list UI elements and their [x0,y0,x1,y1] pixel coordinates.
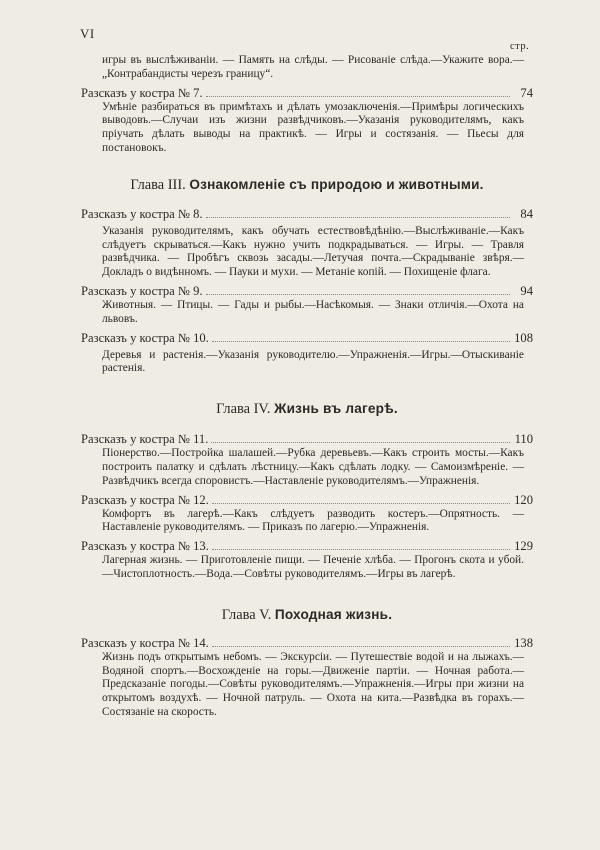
chapter-heading-3 [81,176,533,194]
chapter-number: Глава V. [221,606,272,623]
toc-content [81,54,533,720]
toc-entry-8 [81,207,533,222]
chapter-number: Глава III. [130,176,186,193]
dot-leader [206,87,510,97]
entry-page: 94 [520,283,533,298]
chapter-title: Походная жизнь. [274,606,393,622]
entry-label: Разсказъ у костра № 11. [81,432,209,447]
chapter-title: Ознакомленіе съ природою и животными. [189,176,484,192]
dot-leader [211,433,510,443]
toc-entry-13 [81,539,533,554]
entry-label: Разсказъ у костра № 14. [81,635,209,650]
entry-label: Разсказъ у костра № 7. [81,85,203,100]
entry-description: Указанія руководителямъ, какъ обучать естествовѣдѣнію.—Выслѣживаніе.—Какъ слѣдуетъ скрываться.—Какъ нужно учить подкрадываться. — Игры. — Травля развѣдчика. — Пробѣгъ сквозь засады.—Летучая почта.—Скрадываніе звѣря.—Докладъ о видѣнномъ. — Пауки и мухи. — Метаніе копій. — Похищеніе флага. [102,224,524,279]
page-column-label: стр. [510,41,530,52]
entry-description: Лагерная жизнь. — Приготовленіе пищи. — Печеніе хлѣба. — Прогонъ скота и убой.—Чистоплотность.—Вода.—Совѣты руководителямъ.—Игры въ лагерѣ. [102,554,524,580]
entry-description: Піонерство.—Постройка шалашей.—Рубка деревьевъ.—Какъ строить мосты.—Какъ построить палатку и сдѣлать лѣстницу.—Какъ сдѣлать лодку. — Самоизмѣреніе. — Развѣдчикъ всегда споровистъ.—Наставленіе руководителямъ.—Упражненія. [102,447,524,487]
entry-description: Комфортъ въ лагерѣ.—Какъ слѣдуетъ разводить костеръ.—Опрятность. — Наставленіе руководителямъ. — Приказъ по лагерю.—Упражненія. [102,507,524,534]
entry-label: Разсказъ у костра № 10. [81,330,209,345]
chapter-number: Глава IV. [216,401,271,418]
dot-leader [206,285,510,295]
entry-description: Животныя. — Птицы. — Гады и рыбы.—Насѣкомыя. — Знаки отличія.—Охота на львовъ. [102,298,524,325]
dot-leader [212,494,510,504]
toc-entry-11 [81,432,533,447]
toc-entry-7 [81,86,533,101]
entry-label: Разсказъ у костра № 8. [81,206,203,221]
entry-description: Жизнь подъ открытымъ небомъ. — Экскурсіи. — Путешествіе водой и на лыжахъ.—Водяной спортъ.—Восхожденіе на горы.—Движеніе партіи. — Ночная работа.—Предсказаніе погоды.—Совѣты руководителямъ.—Упражненія.—Игры при жизни на открытомъ воздухѣ. — Ночной патруль. — Охота на кита.—Развѣдка въ горахъ.—Состязаніе на скорость. [102,650,524,718]
entry-description: Деревья и растенія.—Указанія руководителю.—Упражненія.—Игры.—Отыскиваніе растенія. [102,348,524,375]
dot-leader [212,332,510,342]
entry-page: 84 [520,206,533,221]
lead-description: игры въ выслѣживаніи. — Память на слѣды. — Рисованіе слѣда.—Укажите вора.— „Контрабандисты черезъ границу“. [102,54,524,80]
toc-entry-9 [81,284,533,299]
entry-page: 108 [514,330,533,345]
toc-entry-14 [81,636,533,651]
entry-page: 110 [514,432,533,447]
toc-entry-12 [81,493,533,508]
page-roman-numeral: VI [80,26,95,41]
chapter-heading-5 [81,606,533,624]
entry-label: Разсказъ у костра № 9. [81,283,203,298]
entry-page: 120 [514,492,533,507]
dot-leader [212,637,510,647]
entry-page: 129 [514,539,533,554]
entry-label: Разсказъ у костра № 13. [81,539,209,554]
entry-label: Разсказъ у костра № 12. [81,492,209,507]
chapter-title: Жизнь въ лагерѣ. [274,401,398,417]
dot-leader [206,208,510,218]
entry-page: 74 [520,85,533,100]
toc-entry-10 [81,331,533,346]
entry-page: 138 [514,635,533,650]
entry-description: Умѣніе разбираться въ примѣтахъ и дѣлать умозаключенія.—Примѣры логическихъ выводовъ.—Случаи изъ жизни развѣдчиковъ.—Указанія руководителямъ, какъ пріучать дѣлать выводы на практикѣ. — Игры и состязанія. — Пьесы для постановокъ. [102,100,524,154]
dot-leader [212,540,510,550]
chapter-heading-4 [81,400,533,418]
